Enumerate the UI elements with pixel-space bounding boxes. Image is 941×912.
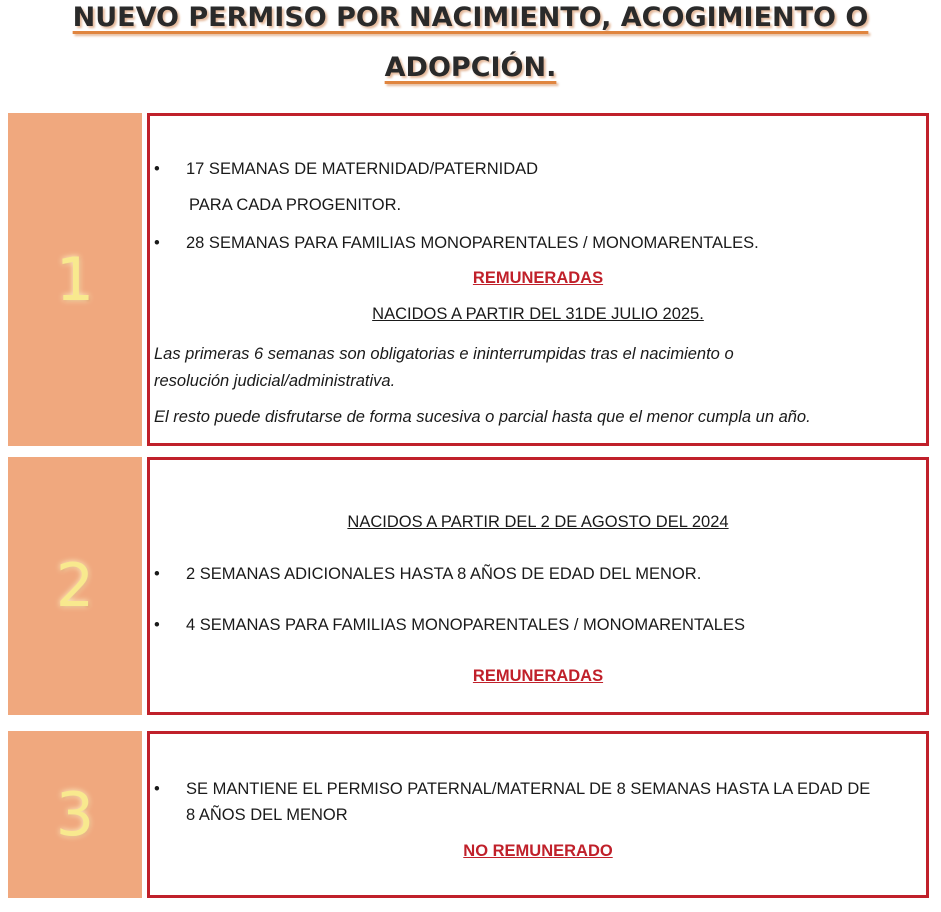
section-3-box [147,731,929,898]
section-1-note-1a: Las primeras 6 semanas son obligatorias e ininterrumpidas tras el nacimiento o [154,345,734,363]
section-1-date: NACIDOS A PARTIR DEL 31DE JULIO 2025. [372,305,704,323]
section-1-number: 1 [8,113,142,446]
section-1-note-2: El resto puede disfrutarse de forma sucesiva o parcial hasta que el menor cumpla un año. [154,408,811,426]
section-2-bullet-1: • 2 SEMANAS ADICIONALES HASTA 8 AÑOS DE EDAD DEL MENOR. [186,565,701,584]
section-1-bullet-1-cont: PARA CADA PROGENITOR. [189,196,402,214]
section-3-bullet-1-cont: 8 AÑOS DEL MENOR [186,806,348,824]
section-1-status: REMUNERADAS [472,269,604,287]
section-3-status: NO REMUNERADO [463,842,613,860]
section-1-note-1b: resolución judicial/administrativa. [154,372,396,390]
section-3-bullet-1: • SE MANTIENE EL PERMISO PATERNAL/MATERNAL DE 8 SEMANAS HASTA LA EDAD DE [186,780,870,799]
section-1-bullet-1: • 17 SEMANAS DE MATERNIDAD/PATERNIDAD [186,160,538,179]
section-2-number: 2 [8,457,142,715]
section-2-box [147,457,929,715]
section-3-number: 3 [8,731,142,898]
section-2-bullet-2: • 4 SEMANAS PARA FAMILIAS MONOPARENTALES / MONOMARENTALES [186,616,745,635]
title-line-2: ADOPCIÓN. [384,52,557,83]
section-2-date: NACIDOS A PARTIR DEL 2 DE AGOSTO DEL 2024 [347,513,729,531]
section-2-status: REMUNERADAS [472,667,604,685]
section-1-box [147,113,929,446]
title-line-1: NUEVO PERMISO POR NACIMIENTO, ACOGIMIENTO O [72,2,869,33]
section-1-bullet-2: • 28 SEMANAS PARA FAMILIAS MONOPARENTALES / MONOMARENTALES. [186,234,759,253]
